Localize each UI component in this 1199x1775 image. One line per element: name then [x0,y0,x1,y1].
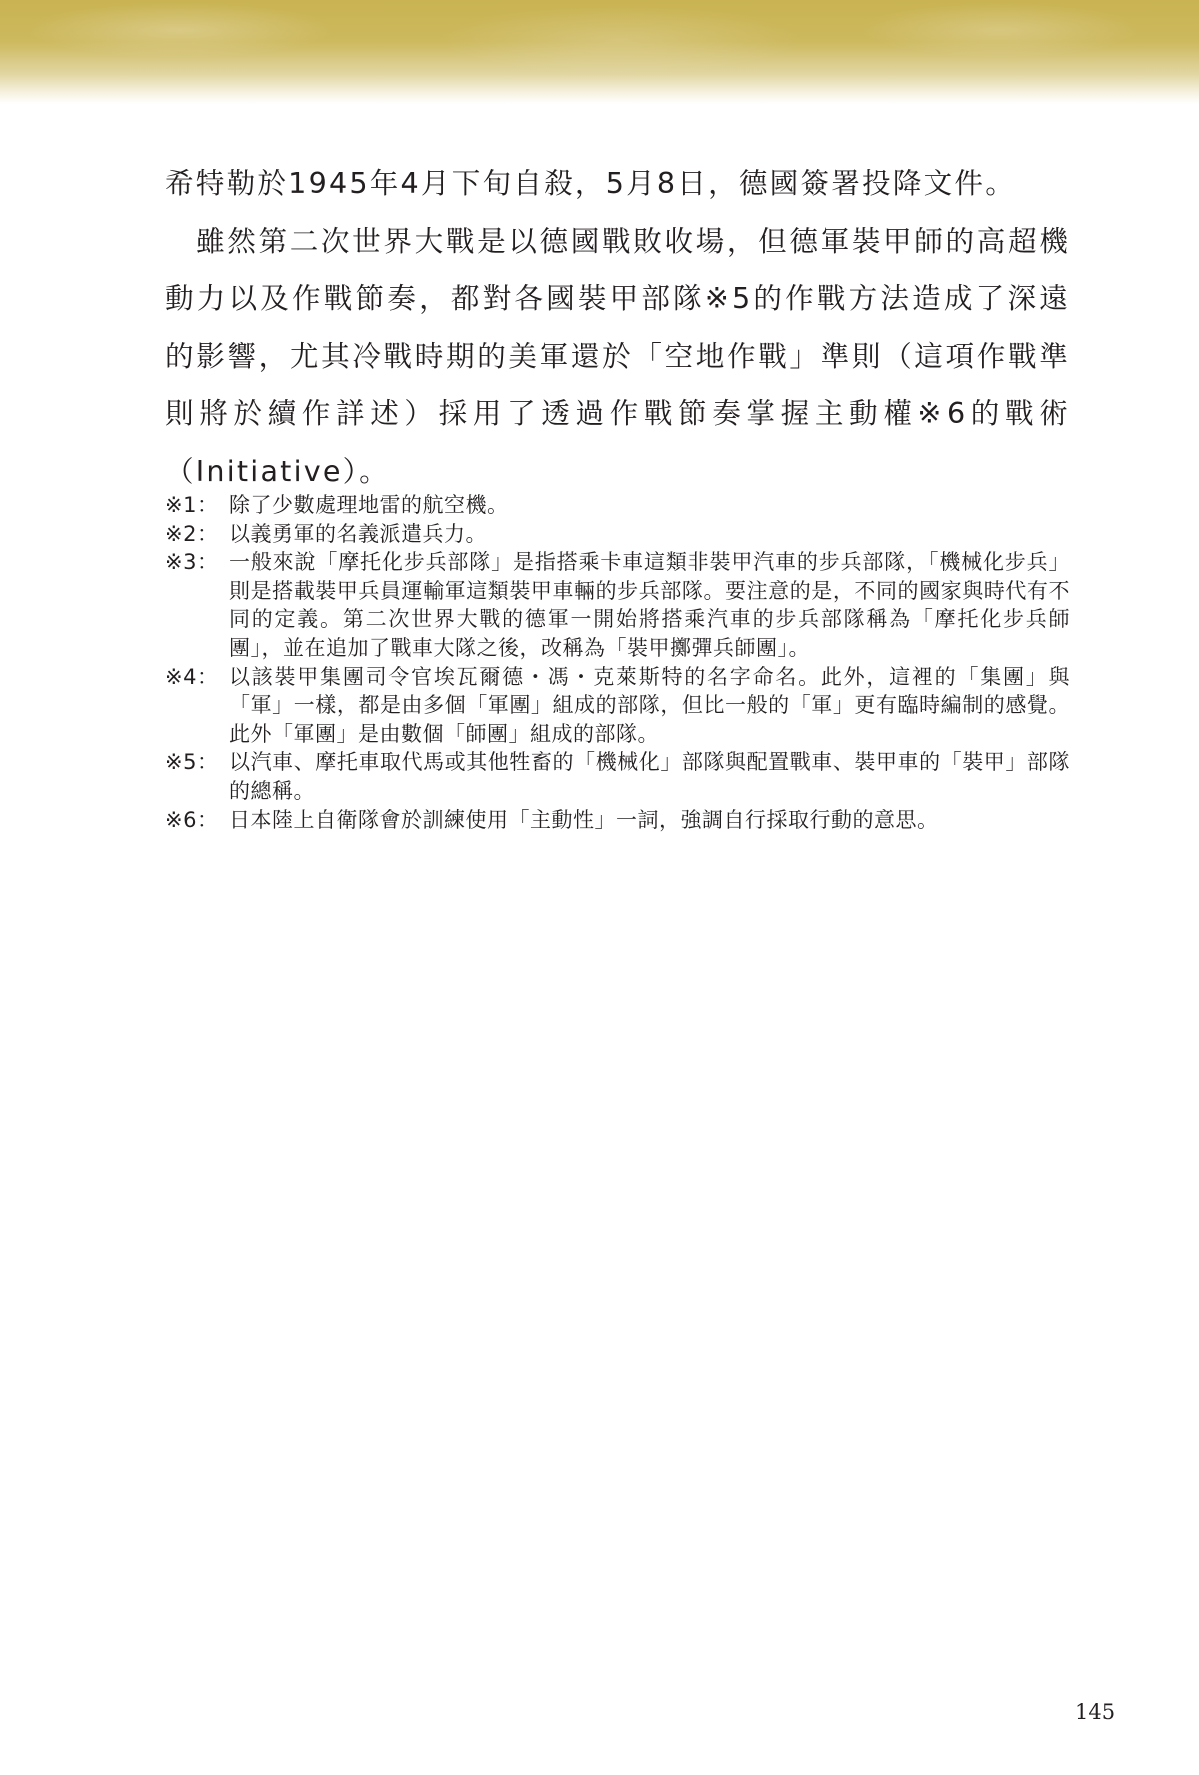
footnote-6 [165,806,1070,835]
footnote-text: 日本陸上自衛隊會於訓練使用「主動性」一詞，強調自行採取行動的意思。 [229,807,939,832]
footnote-5 [165,748,1070,805]
footnote-text: 一般來說「摩托化步兵部隊」是指搭乘卡車這類非裝甲汽車的步兵部隊，「機械化步兵」則是搭載裝甲兵員運輸軍這類裝甲車輛的步兵部隊。要注意的是，不同的國家與時代有不同的定義。第二次世界大戰的德軍一開始將搭乘汽車的步兵部隊稱為「摩托化步兵師團」，並在追加了戰車大隊之後，改稱為「裝甲擲彈兵師團」。 [229,550,1070,660]
page-number: 145 [1075,1700,1116,1724]
footnote-label: ※3： [165,550,219,575]
paragraph: 希特勒於1945年4月下旬自殺，5月8日，德國簽署投降文件。 [165,166,1017,200]
footnote-label: ※5： [165,750,219,775]
body-text [165,155,1070,500]
footnote-1 [165,491,1070,520]
footnote-text: 除了少數處理地雷的航空機。 [229,493,509,517]
footnote-2 [165,520,1070,549]
footnote-label: ※6： [165,807,219,832]
footnote-label: ※4： [165,664,219,689]
decorative-header-band [0,0,1199,104]
footnote-text: 以汽車、摩托車取代馬或其他牲畜的「機械化」部隊與配置戰車、裝甲車的「裝甲」部隊的總稱。 [229,750,1070,803]
paragraph: 雖然第二次世界大戰是以德國戰敗收場，但德軍裝甲師的高超機動力以及作戰節奏，都對各國裝甲部隊※5的作戰方法造成了深遠的影響，尤其冷戰時期的美軍還於「空地作戰」準則（這項作戰準則將於續作詳述）採用了透過作戰節奏掌握主動權※6的戰術（Initiative）。 [165,223,1070,488]
footnote-4 [165,663,1070,749]
footnote-text: 以該裝甲集團司令官埃瓦爾德・馮・克萊斯特的名字命名。此外，這裡的「集團」與「軍」一樣，都是由多個「軍團」組成的部隊，但比一般的「軍」更有臨時編制的感覺。此外「軍團」是由數個「師團」組成的部隊。 [229,664,1070,746]
footnote-label: ※2： [165,521,219,546]
footnotes [165,491,1070,834]
footnote-3 [165,548,1070,662]
footnote-text: 以義勇軍的名義派遣兵力。 [229,521,487,546]
footnote-label: ※1： [165,493,219,517]
